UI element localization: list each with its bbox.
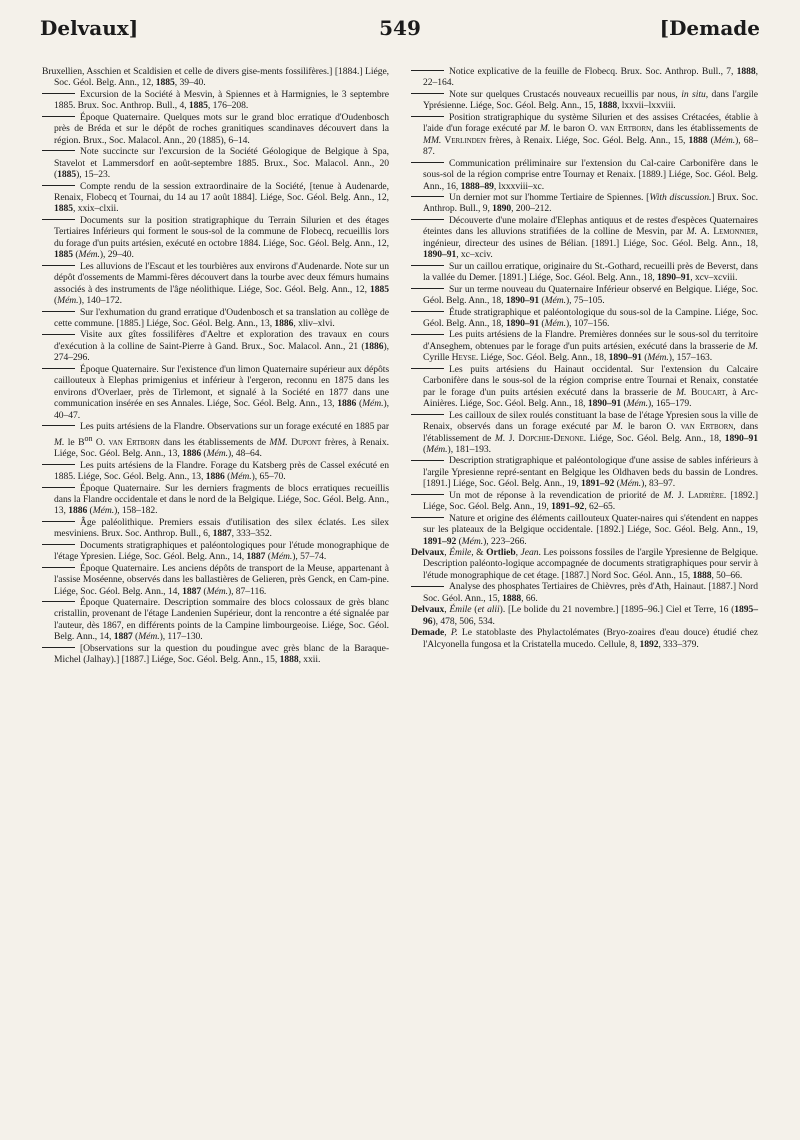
bibliography-entry: Les puits artésiens de la Flandre. Observations sur un forage exécuté en 1885 par M. le $B^{on}$ O. van Ertborn dans les établissements de MM. Dupont frères, à Renaix. Liége, Soc. Géol. Belg. Ann., 13, 1886 (Mém.), 48–64. — [42, 421, 389, 460]
bibliography-entry: Delvaux, Émile (et alii). [Le bolide du 21 novembre.] [1895–96.] Ciel et Terre, 16 (1895–96), 478, 506, 534. — [411, 604, 759, 627]
ditto-dash — [42, 647, 75, 648]
bibliography-entry: Visite aux gîtes fossilifères d'Aeltre et exploration des travaux en cours d'exécution à la colline de Saint-Pierre à Gand. Brux., Soc. Malacol. Ann., 21 (1886), 274–296. — [42, 329, 389, 363]
page-header — [40, 16, 760, 44]
bibliography-entry: Un dernier mot sur l'homme Tertiaire de Spiennes. [With discussion.] Brux. Soc. Anthrop. Bull., 9, 1890, 200–212. — [411, 192, 758, 215]
ditto-dash — [42, 544, 75, 545]
bibliography-entry: Découverte d'une molaire d'Elephas antiquus et de restes d'espèces Quaternaires éteintes dans les alluvions stratifiées de la colline de Mesvin, par M. A. Lemonnier, ingénieur, directeur des usines de Bélian. [1891.] Liége, Soc. Géol. Belg. Ann., 18, 1890–91, xc–xciv. — [411, 215, 758, 261]
ditto-dash — [411, 162, 444, 163]
bibliography-entry: Sur un terme nouveau du Quaternaire Inférieur observé en Belgique. Liége, Soc. Géol. Belg. Ann., 18, 1890–91 (Mém.), 75–105. — [411, 284, 758, 307]
bibliography-entry: Notice explicative de la feuille de Flobecq. Brux. Soc. Anthrop. Bull., 7, 1888, 22–164. — [411, 66, 758, 89]
ditto-dash — [411, 368, 444, 369]
bibliography-entry: Sur l'exhumation du grand erratique d'Oudenbosch et sa translation au collège de cette commune. [1885.] Liége, Soc. Géol. Belg. Ann., 13, 1886, xliv–xlvi. — [42, 307, 389, 330]
bibliography-entry: Époque Quaternaire. Quelques mots sur le grand bloc erratique d'Oudenbosch près de Bréda et sur le dépôt de roches granitiques scandinaves découvert dans la région. Brux., Soc. Malacol. Ann., 20 (1885), 6–14. — [42, 112, 389, 146]
bibliography-entry: [Observations sur la question du poudingue avec grès blanc de la Baraque-Michel (Jalhay).] [1887.] Liége, Soc. Géol. Belg. Ann., 15, 1888, xxii. — [42, 643, 389, 666]
running-head-left: Delvaux] — [40, 16, 139, 40]
bibliography-entry: Note succincte sur l'excursion de la Société Géologique de Belgique à Spa, Stavelot et Lammersdorf en août-septembre 1885. Brux., Soc. Malacol. Ann., 20 (1885), 15–23. — [42, 146, 389, 180]
ditto-dash — [42, 464, 75, 465]
bibliography-entry: Époque Quaternaire. Sur les derniers fragments de blocs erratiques recueillis dans la Flandre occidentale et dans le nord de la Belgique. Liége, Soc. Géol. Belg. Ann., 13, 1886 (Mém.), 158–182. — [42, 483, 389, 517]
bibliography-entry: Les puits artésiens de la Flandre. Forage du Katsberg près de Cassel exécuté en 1885. Liége, Soc. Géol. Belg. Ann., 13, 1886 (Mém.), 65–70. — [42, 460, 389, 483]
ditto-dash — [411, 70, 444, 71]
ditto-dash — [42, 150, 75, 151]
bibliography-entry: Delvaux, Émile, & Ortlieb, Jean. Les poissons fossiles de l'argile Ypresienne de Belgique. Description paléonto-logique accompagnée de documents stratigraphiques pour servir à l'étude monographique de cet étage. [1887.] Nord Soc. Géol. Ann., 15, 1888, 50–66. — [411, 547, 759, 581]
ditto-dash — [411, 93, 444, 94]
ditto-dash — [411, 494, 444, 495]
left-column — [42, 66, 389, 666]
bibliography-entry: Documents sur la position stratigraphique du Terrain Silurien et des étages Tertiaires Inférieurs qui forment le sous-sol de la commune de Flobecq, recueillis lors du forage d'un puits artésien, exécuté en octobre 1884. Liége, Soc. Géol. Belg. Ann., 12, 1885 (Mém.), 29–40. — [42, 215, 389, 261]
bibliography-entry: Bruxellien, Asschien et Scaldisien et celle de divers gise-ments fossilifères.] [1884.] Liége, Soc. Géol. Belg. Ann., 12, 1885, 39–40. — [42, 66, 389, 89]
ditto-dash — [411, 460, 444, 461]
ditto-dash — [42, 368, 75, 369]
bibliography-entry: Nature et origine des éléments caillouteux Quater-naires qui s'étendent en nappes sur les plateaux de la Belgique occidentale. [1892.] Liége, Soc. Géol. Belg. Ann., 19, 1891–92 (Mém.), 223–266. — [411, 513, 758, 547]
ditto-dash — [411, 288, 444, 289]
bibliography-entry: Les puits artésiens du Hainaut occidental. Sur l'extension du Calcaire Carbonifère dans le sous-sol de la région comprise entre Tournai et Renaix, constatée par le forage d'un puits artésien exécuté dans la brasserie de M. Boucart, à Arc-Ainières. Liége, Soc. Géol. Belg. Ann., 18, 1890–91 (Mém.), 165–179. — [411, 364, 758, 410]
ditto-dash — [42, 425, 75, 426]
ditto-dash — [42, 116, 75, 117]
ditto-dash — [42, 93, 75, 94]
ditto-dash — [411, 265, 444, 266]
bibliography-entry: Compte rendu de la session extraordinaire de la Société, [tenue à Audenarde, Renaix, Flobecq et Tournai, du 14 au 17 août 1884]. Liége, Soc. Géol. Belg. Ann., 12, 1885, xxix–clxii. — [42, 181, 389, 215]
ditto-dash — [42, 601, 75, 602]
right-column — [411, 66, 758, 650]
bibliography-entry: Communication préliminaire sur l'extension du Cal-caire Carbonifère dans le sous-sol de la région comprise entre Tournay et Renaix. [1889.] Liége, Soc. Géol. Belg. Ann., 16, 1888–89, lxxxviii–xc. — [411, 158, 758, 192]
ditto-dash — [42, 334, 75, 335]
bibliography-entry: Sur un caillou erratique, originaire du St.-Gothard, recueilli près de Beverst, dans la vallée du Demer. [1891.] Liége, Soc. Géol. Belg. Ann., 18, 1890–91, xcv–xcviii. — [411, 261, 758, 284]
bibliography-entry: Description stratigraphique et paléontologique d'une assise de sables inférieurs à l'argile Ypresienne repré-sentant en Belgique les Oldhaven beds du bassin de Londres. [1891.] Liége, Soc. Géol. Belg. Ann., 19, 1891–92 (Mém.), 83–97. — [411, 455, 758, 489]
ditto-dash — [42, 219, 75, 220]
bibliography-entry: Position stratigraphique du système Silurien et des assises Crétacées, établie à l'aide d'un forage exécuté par M. le baron O. van Ertborn, dans les établissements de MM. Verlinden frères, à Renaix. Liége, Soc. Géol. Belg. Ann., 15, 1888 (Mém.), 68–87. — [411, 112, 758, 158]
running-head-right: [Demade — [659, 16, 760, 40]
ditto-dash — [411, 414, 444, 415]
ditto-dash — [42, 265, 75, 266]
ditto-dash — [411, 334, 444, 335]
ditto-dash — [42, 567, 75, 568]
bibliography-entry: Époque Quaternaire. Sur l'existence d'un limon Quaternaire supérieur aux dépôts caillouteux à Elephas primigenius et inférieur à l'ergeron, reconnu en 1875 dans les environs d'Overlaer, près de Tirlemont, et signalé à la Société en 1877 dans une communication insérée en ses Annales. Liége, Soc. Géol. Belg. Ann., 13, 1886 (Mém.), 40–47. — [42, 364, 389, 421]
bibliography-entry: Les puits artésiens de la Flandre. Premières données sur le sous-sol du territoire d'Anseghem, obtenues par le forage d'un puits artésien, exécuté dans la brasserie de M. Cyrille Heyse. Liége, Soc. Géol. Belg. Ann., 18, 1890–91 (Mém.), 157–163. — [411, 329, 758, 363]
ditto-dash — [411, 196, 444, 197]
bibliography-entry: Les alluvions de l'Escaut et les tourbières aux environs d'Audenarde. Note sur un dépôt d'ossements de Mammi-fères découvert dans la tourbe avec deux fémurs humains associés à des instruments de l'âge néolithique. Liége, Soc. Géol. Belg. Ann., 12, 1885 (Mém.), 140–172. — [42, 261, 389, 307]
bibliography-entry: Excursion de la Société à Mesvin, à Spiennes et à Harmignies, le 3 septembre 1885. Brux. Soc. Anthrop. Bull., 4, 1885, 176–208. — [42, 89, 389, 112]
bibliography-entry: Demade, P. Le statoblaste des Phylactolémates (Bryo-zoaires d'eau douce) étudié chez l'Alcyonella fungosa et la Cristatella mucedo. Cellule, 8, 1892, 333–379. — [411, 627, 758, 650]
page-number: 549 — [379, 16, 421, 40]
bibliography-entry: Analyse des phosphates Tertiaires de Chièvres, près d'Ath, Hainaut. [1887.] Nord Soc. Géol. Ann., 15, 1888, 66. — [411, 581, 758, 604]
ditto-dash — [411, 116, 444, 117]
ditto-dash — [42, 185, 75, 186]
ditto-dash — [42, 521, 75, 522]
bibliography-entry: Note sur quelques Crustacés nouveaux recueillis par nous, in situ, dans l'argile Yprésienne. Liége, Soc. Géol. Belg. Ann., 15, 1888, lxxvii–lxxviii. — [411, 89, 758, 112]
bibliography-entry: Étude stratigraphique et paléontologique du sous-sol de la Campine. Liége, Soc. Géol. Belg. Ann., 18, 1890–91 (Mém.), 107–156. — [411, 307, 758, 330]
bibliography-entry: Les cailloux de silex roulés constituant la base de l'étage Ypresien sous la ville de Renaix, observés dans un forage exécuté par M. le baron O. van Ertborn, dans l'établissement de M. J. Dopchie-Denone. Liége, Soc. Géol. Belg. Ann., 18, 1890–91 (Mém.), 181–193. — [411, 410, 758, 456]
ditto-dash — [42, 487, 75, 488]
bibliography-entry: Époque Quaternaire. Les anciens dépôts de transport de la Meuse, appartenant à l'assise Moséenne, observés dans les ballastières de Gelieren, près Genck, en Cam-pine. Liége, Soc. Géol. Belg. Ann., 14, 1887 (Mém.), 87–116. — [42, 563, 389, 597]
ditto-dash — [411, 219, 444, 220]
ditto-dash — [411, 311, 444, 312]
bibliography-entry: Époque Quaternaire. Description sommaire des blocs colossaux de grès blanc cristallin, provenant de l'étage Landenien Supérieur, dont la rencontre a été signalée par l'auteur, dès 1867, en différents points de la Campine limbourgeoise. Liége, Soc. Géol. Belg. Ann., 14, 1887 (Mém.), 117–130. — [42, 597, 389, 643]
ditto-dash — [42, 311, 75, 312]
ditto-dash — [411, 586, 444, 587]
bibliography-entry: Documents stratigraphiques et paléontologiques pour l'étude monographique de l'étage Ypresien. Liége, Soc. Géol. Belg. Ann., 14, 1887 (Mém.), 57–74. — [42, 540, 389, 563]
bibliography-entry: Âge paléolithique. Premiers essais d'utilisation des silex éclatés. Les silex mesviniens. Brux. Soc. Anthrop. Bull., 6, 1887, 333–352. — [42, 517, 389, 540]
bibliography-entry: Un mot de réponse à la revendication de priorité de M. J. Ladrière. [1892.] Liége, Soc. Géol. Belg. Ann., 19, 1891–92, 62–65. — [411, 490, 758, 513]
ditto-dash — [411, 517, 444, 518]
